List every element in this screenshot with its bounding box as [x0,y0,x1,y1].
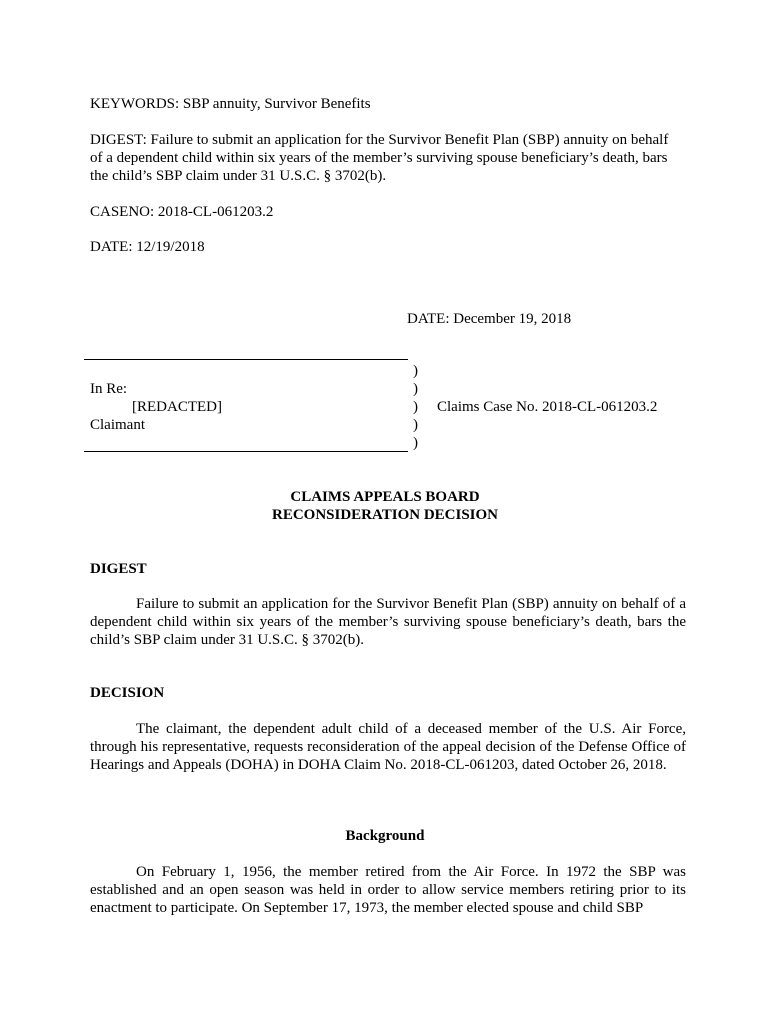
caption-paren: ) [413,381,418,397]
background-paragraph: On February 1, 1956, the member retired from the Air Force. In 1972 the SBP was established and an open season was held in order to allow service members retiring prior to its enactment to participate. On September 17, 1973, the member elected spouse and child SBP [90,864,686,916]
decision-heading: DECISION [90,685,165,701]
caption-bottom-rule [84,451,408,452]
digest-heading: DIGEST [90,561,147,577]
background-heading: Background [345,828,425,844]
header-digest-line: of a dependent child within six years of the member’s surviving spouse beneficiary’s death, bars [90,150,668,166]
caption-redacted: [REDACTED] [132,399,222,415]
digest-paragraph: Failure to submit an application for the Survivor Benefit Plan (SBP) annuity on behalf of a dependent child within six years of the member’s surviving spouse beneficiary’s death, bars the child’s SBP claim under 31 U.S.C. § 3702(b). [90,596,686,648]
decision-paragraph: The claimant, the dependent adult child of a deceased member of the U.S. Air Force, through his representative, requests reconsideration of the appeal decision of the Defense Office of Hearings and Appeals (DOHA) in DOHA Claim No. 2018-CL-061203, dated October 26, 2018. [90,721,686,773]
caption-case-number: Claims Case No. 2018-CL-061203.2 [437,399,658,415]
decision-date: DATE: December 19, 2018 [407,311,572,327]
caption-claimant: Claimant [90,417,145,433]
keywords-line: KEYWORDS: SBP annuity, Survivor Benefits [90,96,371,112]
header-date-line: DATE: 12/19/2018 [90,239,205,255]
caption-paren: ) [413,399,418,415]
board-title: CLAIMS APPEALS BOARD [290,489,480,505]
caption-paren: ) [413,417,418,433]
header-digest-line: DIGEST: Failure to submit an application for the Survivor Benefit Plan (SBP) annuity on behalf [90,132,669,148]
caption-top-rule [84,359,408,360]
decision-type-title: RECONSIDERATION DECISION [271,507,499,523]
header-digest-line: the child’s SBP claim under 31 U.S.C. § 3702(b). [90,168,387,184]
caseno-line: CASENO: 2018-CL-061203.2 [90,204,274,220]
caption-paren: ) [413,363,418,379]
caption-in-re: In Re: [90,381,128,397]
caption-paren: ) [413,435,418,451]
